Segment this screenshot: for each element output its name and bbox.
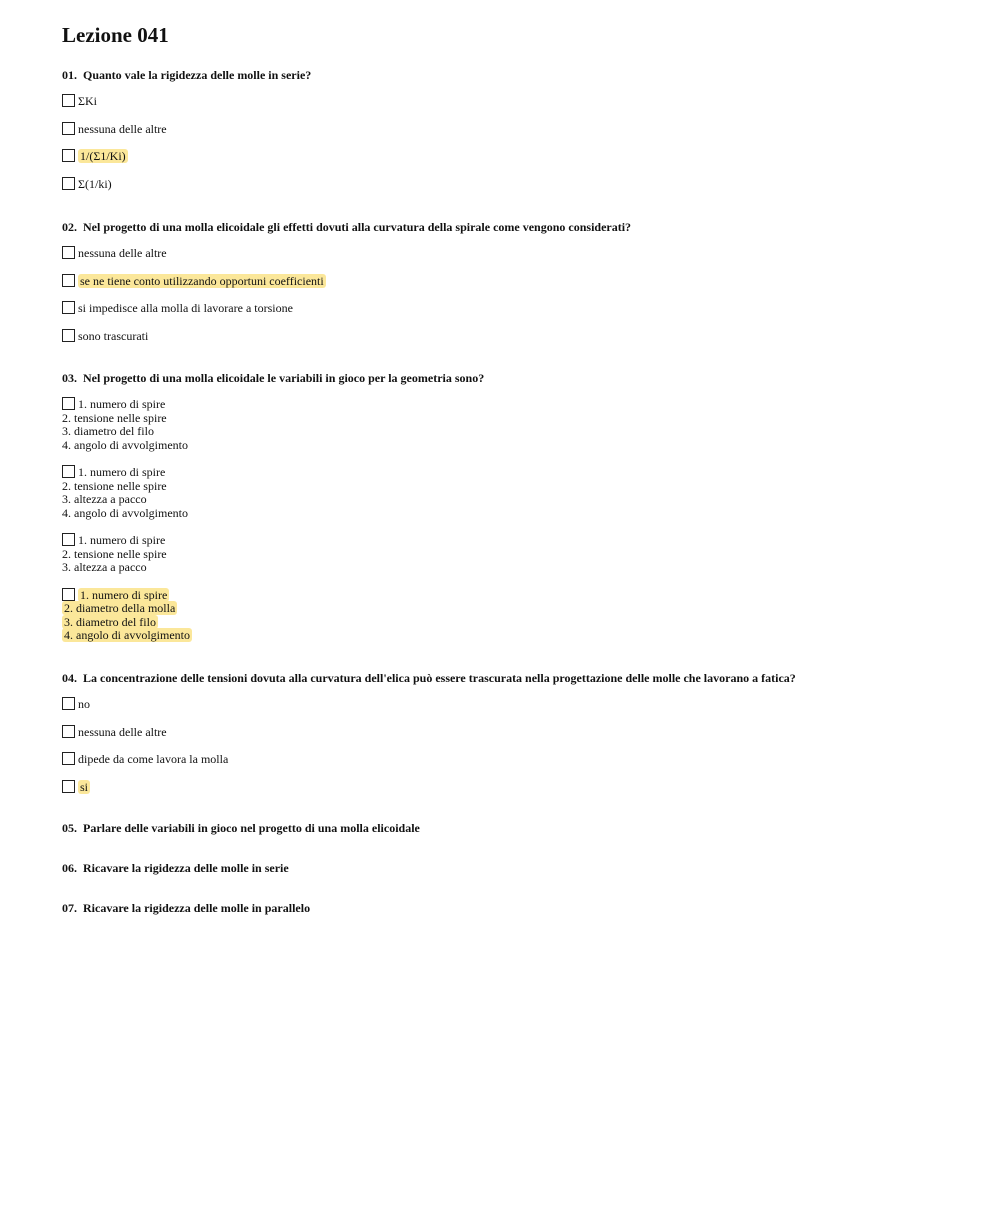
answer-line bbox=[62, 397, 165, 412]
checkbox-icon[interactable] bbox=[62, 697, 75, 710]
answer-line bbox=[62, 329, 148, 344]
answer-option[interactable] bbox=[62, 397, 484, 452]
checkbox-icon[interactable] bbox=[62, 122, 75, 135]
answer-text: si impedisce alla molla di lavorare a torsione bbox=[78, 301, 293, 315]
question-1 bbox=[62, 67, 311, 204]
answer-text: 4. angolo di avvolgimento bbox=[62, 437, 188, 452]
answer-text: no bbox=[78, 697, 90, 711]
answer-text: sono trascurati bbox=[78, 328, 149, 343]
answer-line bbox=[62, 425, 154, 439]
answer-option[interactable] bbox=[62, 274, 631, 289]
answer-text: ΣKi bbox=[78, 94, 97, 108]
question-number: 06. bbox=[62, 861, 77, 875]
question-label: Quanto vale la rigidezza delle molle in serie? bbox=[83, 68, 312, 82]
answer-option[interactable] bbox=[62, 533, 484, 575]
highlighted-answer-text: 4. angolo di avvolgimento bbox=[64, 628, 190, 642]
question-6 bbox=[62, 860, 289, 887]
answer-text: 1. numero di spire bbox=[78, 465, 166, 479]
answer-line bbox=[62, 780, 90, 795]
checkbox-icon[interactable] bbox=[62, 752, 75, 765]
answer-text: 2. tensione nelle spire bbox=[62, 546, 167, 561]
answer-text: Σ(1/ki) bbox=[78, 176, 112, 191]
question-label: Ricavare la rigidezza delle molle in parallelo bbox=[83, 901, 311, 915]
document-page bbox=[62, 22, 962, 915]
checkbox-icon[interactable] bbox=[62, 725, 75, 738]
question-4 bbox=[62, 670, 796, 807]
question-3 bbox=[62, 370, 484, 656]
answer-line bbox=[62, 465, 165, 480]
answer-line bbox=[62, 149, 128, 164]
question-text bbox=[62, 370, 484, 386]
answer-text: 2. tensione nelle spire bbox=[62, 410, 167, 425]
answer-option[interactable] bbox=[62, 149, 311, 164]
question-text bbox=[62, 820, 420, 836]
answer-option[interactable] bbox=[62, 177, 311, 192]
answer-line bbox=[62, 588, 169, 603]
answer-line bbox=[62, 507, 188, 521]
question-label: Nel progetto di una molla elicoidale gli effetti dovuti alla curvatura della spirale come vengono considerati? bbox=[83, 220, 632, 234]
answer-line bbox=[62, 533, 165, 548]
answer-line bbox=[62, 94, 97, 109]
answer-line bbox=[62, 602, 177, 616]
answer-option[interactable] bbox=[62, 465, 484, 520]
checkbox-icon[interactable] bbox=[62, 780, 75, 793]
answer-text: 4. angolo di avvolgimento bbox=[62, 505, 188, 520]
checkbox-icon[interactable] bbox=[62, 397, 75, 410]
question-label: Ricavare la rigidezza delle molle in serie bbox=[83, 861, 289, 875]
answer-line bbox=[62, 439, 188, 453]
question-number: 04. bbox=[62, 671, 77, 685]
answer-text: 3. altezza a pacco bbox=[62, 492, 147, 506]
answer-text: nessuna delle altre bbox=[78, 121, 167, 136]
answer-line bbox=[62, 412, 167, 426]
checkbox-icon[interactable] bbox=[62, 301, 75, 314]
checkbox-icon[interactable] bbox=[62, 465, 75, 478]
checkbox-icon[interactable] bbox=[62, 246, 75, 259]
question-label: Parlare delle variabili in gioco nel progetto di una molla elicoidale bbox=[83, 821, 420, 835]
answer-line bbox=[62, 177, 112, 192]
answer-option[interactable] bbox=[62, 725, 796, 740]
highlighted-answer-text: se ne tiene conto utilizzando opportuni coefficienti bbox=[80, 273, 324, 288]
question-text bbox=[62, 860, 289, 876]
answer-line bbox=[62, 725, 167, 740]
answer-text: nessuna delle altre bbox=[78, 246, 167, 260]
question-label: Nel progetto di una molla elicoidale le variabili in gioco per la geometria sono? bbox=[83, 371, 485, 385]
answer-line bbox=[62, 301, 293, 316]
answer-text: 3. altezza a pacco bbox=[62, 560, 147, 574]
question-label: La concentrazione delle tensioni dovuta alla curvatura dell'elica può essere trascurata nella progettazione delle molle che lavorano a fatica? bbox=[83, 671, 796, 685]
checkbox-icon[interactable] bbox=[62, 94, 75, 107]
answer-option[interactable] bbox=[62, 301, 631, 316]
page-title: Lezione 041 bbox=[62, 23, 169, 47]
question-number: 03. bbox=[62, 371, 77, 385]
question-text bbox=[62, 219, 631, 235]
answer-option[interactable] bbox=[62, 752, 796, 767]
highlighted-answer-text: si bbox=[80, 779, 89, 794]
highlighted-answer-text: 3. diametro del filo bbox=[64, 614, 156, 629]
answer-line bbox=[62, 752, 228, 767]
answer-line bbox=[62, 274, 326, 289]
question-number: 05. bbox=[62, 821, 77, 835]
answer-line bbox=[62, 122, 167, 137]
answer-option[interactable] bbox=[62, 697, 796, 712]
checkbox-icon[interactable] bbox=[62, 533, 75, 546]
answer-line bbox=[62, 246, 167, 261]
answer-line bbox=[62, 697, 90, 712]
question-text bbox=[62, 67, 311, 83]
answer-line bbox=[62, 616, 158, 630]
answer-text: dipede da come lavora la molla bbox=[78, 752, 229, 766]
question-text bbox=[62, 670, 796, 686]
question-number: 07. bbox=[62, 901, 77, 915]
checkbox-icon[interactable] bbox=[62, 274, 75, 287]
question-5 bbox=[62, 820, 420, 847]
answer-option[interactable] bbox=[62, 122, 311, 137]
answer-line bbox=[62, 561, 147, 575]
answer-line bbox=[62, 493, 147, 507]
answer-option[interactable] bbox=[62, 246, 631, 261]
answer-text: 3. diametro del filo bbox=[62, 424, 154, 438]
answer-line bbox=[62, 629, 192, 643]
answer-text: 2. tensione nelle spire bbox=[62, 478, 167, 493]
checkbox-icon[interactable] bbox=[62, 588, 75, 601]
question-number: 02. bbox=[62, 220, 77, 234]
checkbox-icon[interactable] bbox=[62, 149, 75, 162]
answer-line bbox=[62, 548, 167, 562]
answer-text: nessuna delle altre bbox=[78, 724, 167, 739]
highlighted-answer-text: 1. numero di spire bbox=[80, 587, 168, 602]
question-text bbox=[62, 900, 310, 916]
highlighted-answer-text: 2. diametro della molla bbox=[64, 601, 176, 615]
answer-text: 1. numero di spire bbox=[78, 397, 166, 411]
question-number: 01. bbox=[62, 68, 77, 82]
answer-option[interactable] bbox=[62, 588, 484, 643]
checkbox-icon[interactable] bbox=[62, 329, 75, 342]
answer-line bbox=[62, 480, 167, 494]
answer-option[interactable] bbox=[62, 329, 631, 344]
answer-option[interactable] bbox=[62, 94, 311, 109]
checkbox-icon[interactable] bbox=[62, 177, 75, 190]
answer-option[interactable] bbox=[62, 780, 796, 795]
answer-text: 1. numero di spire bbox=[78, 533, 166, 547]
question-2 bbox=[62, 219, 631, 356]
question-7 bbox=[62, 900, 310, 927]
highlighted-answer-text: 1/(Σ1/Ki) bbox=[80, 149, 126, 163]
